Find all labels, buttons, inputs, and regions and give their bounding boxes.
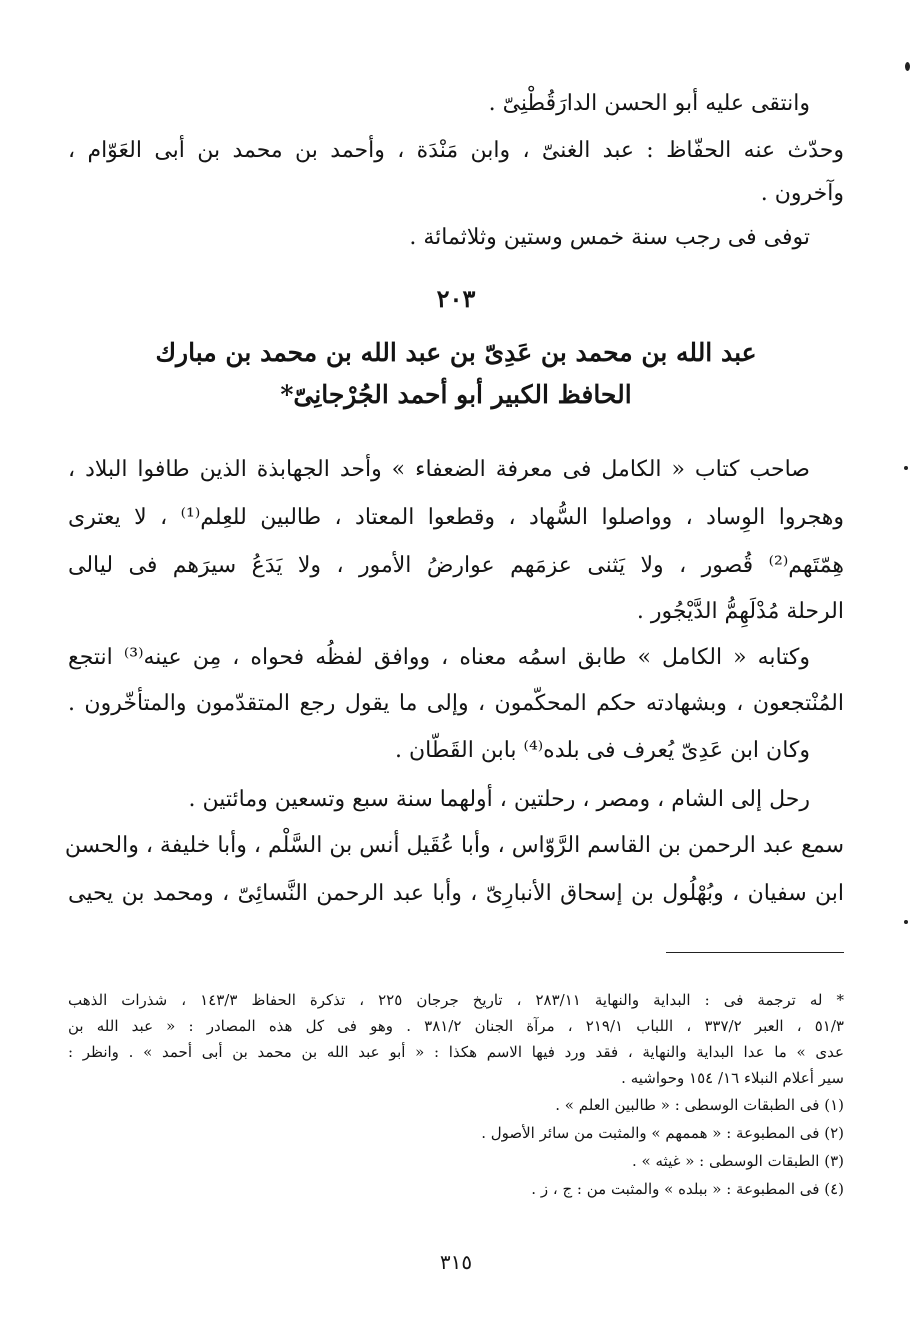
footnote-line: * له ترجمة فى : البداية والنهاية ٢٨٣/١١ ، تاريخ جرجان ٢٢٥ ، تذكرة الحفاظ ١٤٣/٣ ، شذرات الذهب	[68, 991, 844, 1009]
scan-speck	[904, 466, 908, 470]
footnote-separator	[666, 952, 844, 953]
footnote-line: ٥١/٣ ، العبر ٣٣٧/٢ ، اللباب ٢١٩/١ ، مرآة الجنان ٣٨١/٢ . وهو فى كل هذه المصادر : « عبد الله بن	[68, 1017, 844, 1035]
body-line: ابن سفيان ، وبُهْلُول بن إسحاق الأنبارِىّ ، وأبا عبد الرحمن النَّسائِىّ ، ومحمد بن يحيى	[68, 881, 844, 906]
footnote-line: (٣) الطبقات الوسطى : « غيثه » .	[632, 1152, 844, 1170]
body-line: الرحلة مُدْلَهِمُّ الدَّيْجُور .	[636, 599, 844, 624]
body-line: رحل إلى الشام ، ومصر ، رحلتين ، أولهما سنة سبع وتسعين ومائتين .	[188, 787, 810, 812]
footnote-line: (٤) فى المطبوعة : « ببلده » والمثبت من : ج ، ز .	[531, 1180, 844, 1198]
entry-number: ٢٠٣	[436, 284, 476, 313]
body-line: وكان ابن عَدِىّ يُعرف فى بلده⁽⁴⁾ بابن القَطّان .	[395, 738, 810, 763]
body-line: هِمّتَهم⁽²⁾ قُصور ، ولا يَثنى عزمَهم عوارضُ الأمور ، ولا يَدَعُ سيرَهم فى ليالى	[68, 553, 844, 578]
page-number: ٣١٥	[439, 1250, 473, 1274]
scan-speck	[905, 62, 910, 71]
body-line: توفى فى رجب سنة خمس وستين وثلاثمائة .	[409, 225, 810, 250]
scan-speck	[904, 920, 908, 924]
body-line: وحدّث عنه الحفّاظ : عبد الغنىّ ، وابن مَنْدَة ، وأحمد بن محمد بن أبى العَوّام ،	[68, 138, 844, 163]
footnote-line: (٢) فى المطبوعة : « هممهم » والمثبت من سائر الأصول .	[481, 1124, 844, 1142]
body-line: وكتابه « الكامل » طابق اسمُه معناه ، ووافق لفظُه فحواه ، مِن عينه⁽³⁾ انتجع	[68, 645, 810, 670]
body-line: المُنْتجعون ، وبشهادته حكم المحكّمون ، وإلى ما يقول رجع المتقدّمون والمتأخّرون .	[68, 691, 844, 716]
entry-subtitle: الحافظ الكبير أبو أحمد الجُرْجانِىّ*	[280, 380, 632, 409]
body-line: وآخرون .	[760, 181, 844, 206]
body-line: وانتقى عليه أبو الحسن الدارَقُطْنِىّ .	[488, 91, 810, 116]
body-line: وهجروا الوِساد ، وواصلوا السُّهاد ، وقطعوا المعتاد ، طالبين للعِلم⁽¹⁾ ، لا يعترى	[68, 505, 845, 530]
footnote-line: عدى » ما عدا البداية والنهاية ، فقد ورد فيها الاسم هكذا : « أبو عبد الله بن محمد بن أبى أحمد » . وانظر :	[68, 1043, 844, 1061]
footnote-line: (١) فى الطبقات الوسطى : « طالبين العلم » .	[555, 1096, 844, 1114]
body-line: صاحب كتاب « الكامل فى معرفة الضعفاء » وأحد الجهابذة الذين طافوا البلاد ،	[68, 457, 810, 482]
footnote-line: سير أعلام النبلاء ١٦/ ١٥٤ وحواشيه .	[621, 1069, 844, 1087]
entry-title: عبد الله بن محمد بن عَدِىّ بن عبد الله بن محمد بن مبارك	[155, 338, 757, 367]
body-line: سمع عبد الرحمن بن القاسم الرَّوّاس ، وأبا عُقَيل أنس بن السَّلْم ، وأبا خليفة ، والحسن	[64, 833, 844, 858]
